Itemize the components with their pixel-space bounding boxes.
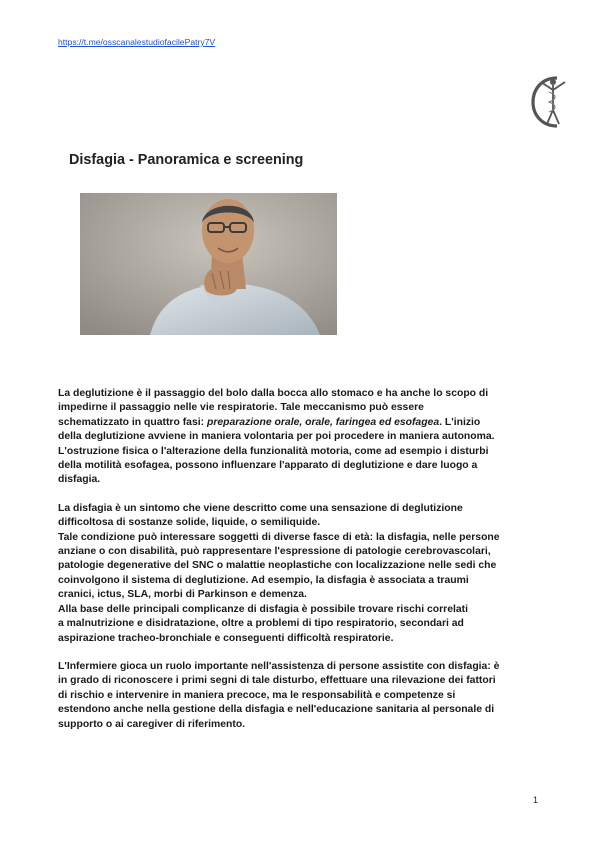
text-line: La disfagia è un sintomo che viene descritto come una sensazione di deglutizione (58, 502, 463, 514)
text-line: La deglutizione è il passaggio del bolo dalla bocca allo stomaco e ha anche lo scopo di (58, 388, 489, 399)
paragraph-infermiere (58, 660, 550, 732)
text-line: della motilità esofagea, possono influenzare l'apparato di deglutizione e dare luogo a (58, 460, 478, 472)
paragraph-deglutizione (58, 387, 550, 488)
human-figure-caduceus-logo (527, 70, 575, 130)
emphasized-phases: preparazione orale, orale, faringea ed esofagea (206, 416, 440, 428)
text-line: patologie degenerative del SNC o malattie neoplastiche con localizzazione nelle sedi che (58, 560, 497, 572)
body-text (58, 387, 550, 732)
text-line: coinvolgono il sistema di deglutizione. Ad esempio, la disfagia è associata a traumi (58, 574, 469, 586)
page-number: 1 (533, 795, 539, 805)
paragraph-disfagia (58, 502, 550, 646)
text-line: di rischio e intervenire in maniera precoce, ma le responsabilità e competenze si (58, 689, 456, 701)
text-line: estendono anche nella gestione della disfagia e nell'educazione sanitaria al personale di (58, 704, 495, 716)
text-line: anziane o con disabilità, può rappresentare l'espressione di patologie cerebrovascolari, (58, 546, 491, 558)
text-line: difficoltosa di sostanze solide, liquide, o semiliquide. (58, 517, 321, 529)
text-line: disfagia. (58, 474, 101, 486)
text-line: schematizzato in quattro fasi: (58, 416, 207, 428)
elderly-man-touching-throat-photo (80, 193, 337, 335)
text-line: L'Infermiere gioca un ruolo importante nell'assistenza di persone assistite con disfagia: è (58, 660, 500, 672)
text-line: Tale condizione può interessare soggetti di diverse fasce di età: la disfagia, nelle persone (58, 531, 500, 543)
text-line: L'ostruzione fisica o l'alterazione della funzionalità motoria, come ad esempio i disturbi (58, 445, 489, 457)
text-line: cranici, ictus, SLA, morbi di Parkinson e demenza. (58, 589, 307, 601)
text-line: a malnutrizione e disidratazione, oltre a problemi di tipo respiratorio, secondari ad (58, 618, 464, 630)
text-line: . L'inizio (439, 416, 481, 428)
page-title: Disfagia - Panoramica e screening (69, 152, 304, 168)
text-line: in grado di riconoscere i primi segni di tale disturbo, effettuare una rilevazione dei fattori (58, 675, 496, 687)
text-line: supporto o ai caregiver di riferimento. (58, 718, 246, 730)
text-line: aspirazione tracheo-bronchiale e conseguenti difficoltà respiratorie. (58, 632, 394, 644)
telegram-link[interactable]: https://t.me/osscanalestudiofacilePatry7V (58, 37, 216, 47)
text-line: impedirne il passaggio nelle vie respiratorie. Tale meccanismo può essere (58, 402, 424, 414)
text-line: della deglutizione avviene in maniera volontaria per poi procedere in maniera autonoma. (58, 431, 495, 443)
text-line: Alla base delle principali complicanze di disfagia è possibile trovare rischi correlati (58, 603, 468, 615)
